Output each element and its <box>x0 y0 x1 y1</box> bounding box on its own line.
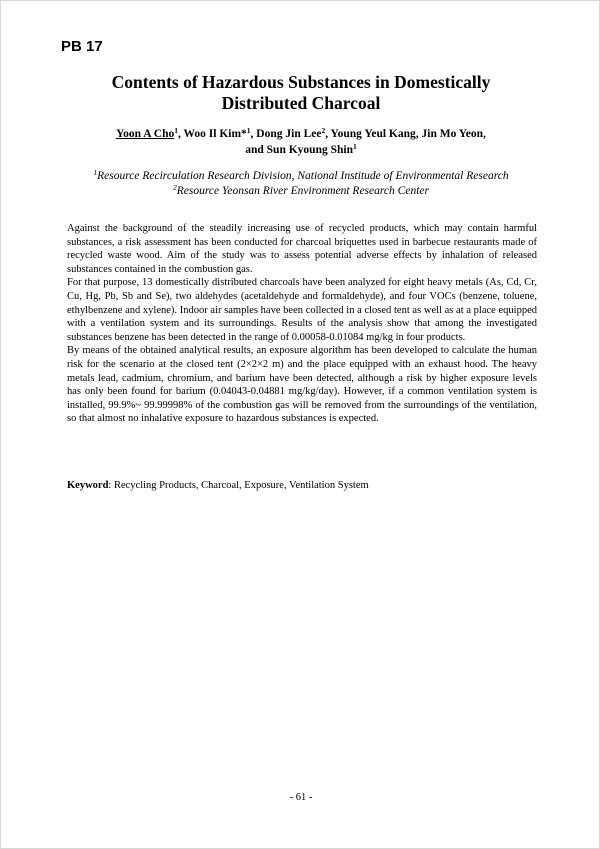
affiliation-sup: 2 <box>173 183 177 192</box>
affiliation-list <box>61 169 541 199</box>
author-separator: , <box>250 128 257 140</box>
poster-code: PB 17 <box>61 38 103 55</box>
author-affil-sup: 1 <box>246 126 251 135</box>
affiliation-item <box>61 184 541 199</box>
author-name: and Sun Kyoung Shin <box>245 144 353 156</box>
author-name: Woo Il Kim* <box>183 128 247 140</box>
author-separator: , <box>177 128 184 140</box>
affiliation-item <box>61 169 541 184</box>
paper-title <box>61 72 541 114</box>
title-line-2: Distributed Charcoal <box>221 93 381 113</box>
author-name: Dong Jin Lee <box>256 128 322 140</box>
affiliation-text: Resource Yeonsan River Environment Research Center <box>176 185 429 197</box>
author-name: Yoon A Cho <box>116 128 175 140</box>
abstract-paragraph: For that purpose, 13 domestically distributed charcoals have been analyzed for eight heavy metals (As, Cd, Cr, Cu, Hg, Pb, Sb and Se), two aldehydes (acetaldehyde and formaldehyde), and four VOCs (benzene, toluene, ethylbenzene and xylene). Indoor air samples have been collected in a closed tent as well as at a place equipped with a ventilation system and its surroundings. Results of the analysis show that among the investigated substances benzene has been detected in the range of 0.00058-0.01084 mg/kg in four products. <box>67 277 537 343</box>
author-affil-sup: 1 <box>352 142 357 151</box>
abstract <box>67 222 537 426</box>
author-list <box>61 126 541 158</box>
abstract-paragraph: Against the background of the steadily increasing use of recycled products, which may contain harmful substances, a risk assessment has been conducted for charcoal briquettes used in barbecue restaurants made of recycled waste wood. Aim of the study was to assess potential adverse effects by inhalation of released substances contained in the combustion gas. <box>67 223 537 275</box>
keyword-text: : Recycling Products, Charcoal, Exposure, Ventilation System <box>108 480 369 491</box>
author-name: Young Yeul Kang, Jin Mo Yeon, <box>330 128 486 140</box>
author-affil-sup: 1 <box>174 126 178 135</box>
abstract-paragraph: By means of the obtained analytical results, an exposure algorithm has been developed to calculate the human risk for the scenario at the closed tent (2×2×2 m) and the place equipped with an exhaust hood. The heavy metals lead, cadmium, chromium, and barium have been detected, although a risk by higher exposure levels has only been found for barium (0.04043-0.04881 mg/kg/day). However, if a common ventilation system is installed, 99.9%~ 99.99998% of the combustion gas will be removed from the surroundings of the ventilation, so that almost no inhalative exposure to hazardous substances is expected. <box>67 345 537 425</box>
title-line-1: Contents of Hazardous Substances in Domestically <box>111 72 491 92</box>
keyword-label: Keyword <box>67 480 109 491</box>
page-number: - 61 - <box>289 792 313 803</box>
affiliation-sup: 1 <box>93 168 98 177</box>
affiliation-text: Resource Recirculation Research Division, National Institude of Environmental Research <box>97 170 509 182</box>
keywords <box>67 479 537 493</box>
author-affil-sup: 2 <box>321 126 326 135</box>
author-separator: , <box>325 128 331 140</box>
